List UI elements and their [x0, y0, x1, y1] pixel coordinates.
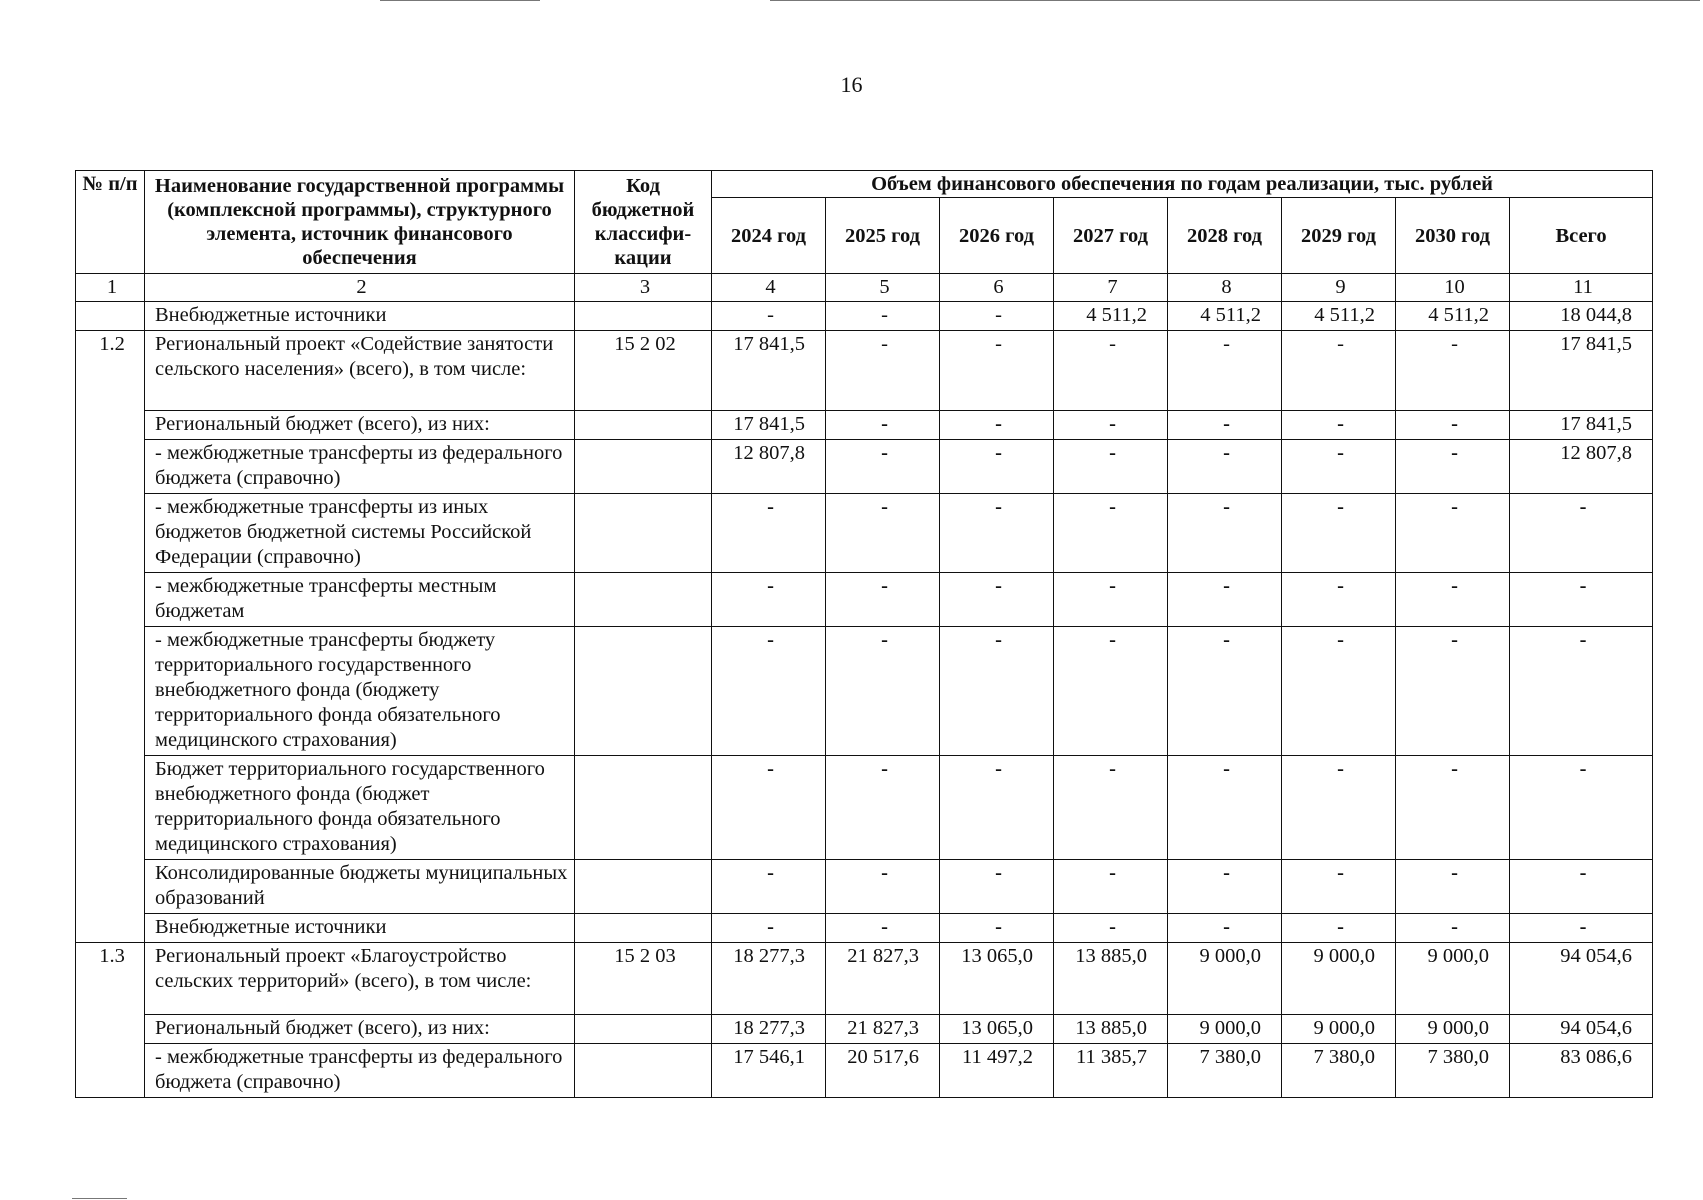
- row-year-value: 9 000,0: [1282, 1015, 1396, 1044]
- row-code: [575, 494, 712, 573]
- row-year-value: -: [712, 914, 826, 943]
- row-total-value: -: [1510, 914, 1653, 943]
- table-row: [76, 1044, 1653, 1098]
- row-year-value: 7 380,0: [1282, 1044, 1396, 1098]
- column-index: 5: [826, 274, 940, 302]
- row-year-value: 4 511,2: [1054, 302, 1168, 331]
- row-total-value: -: [1510, 494, 1653, 573]
- row-year-value: 9 000,0: [1168, 943, 1282, 1015]
- row-year-value: -: [826, 302, 940, 331]
- row-year-value: -: [940, 411, 1054, 440]
- row-year-value: 21 827,3: [826, 943, 940, 1015]
- row-code: [575, 914, 712, 943]
- row-year-value: 17 841,5: [712, 411, 826, 440]
- row-year-value: -: [1396, 860, 1510, 914]
- row-year-value: 9 000,0: [1396, 943, 1510, 1015]
- header-volume: Объем финансового обеспечения по годам реализации, тыс. рублей: [712, 171, 1653, 198]
- financing-table: [75, 170, 1653, 1098]
- column-index: 11: [1510, 274, 1653, 302]
- table-row: [76, 573, 1653, 627]
- row-year-value: 9 000,0: [1168, 1015, 1282, 1044]
- row-number: [76, 860, 145, 914]
- column-index: 2: [145, 274, 575, 302]
- row-year-value: 11 385,7: [1054, 1044, 1168, 1098]
- row-total-value: 12 807,8: [1510, 440, 1653, 494]
- row-year-value: 13 065,0: [940, 1015, 1054, 1044]
- column-index: 1: [76, 274, 145, 302]
- row-year-value: -: [940, 914, 1054, 943]
- row-name: Региональный проект «Содействие занятости сельского населения» (всего), в том числе:: [145, 331, 575, 411]
- row-year-value: -: [826, 860, 940, 914]
- column-index: 6: [940, 274, 1054, 302]
- row-code: 15 2 02: [575, 331, 712, 411]
- row-year-value: 4 511,2: [1282, 302, 1396, 331]
- row-year-value: -: [1168, 914, 1282, 943]
- row-total-value: 17 841,5: [1510, 411, 1653, 440]
- row-name: Региональный бюджет (всего), из них:: [145, 1015, 575, 1044]
- column-index: 4: [712, 274, 826, 302]
- row-number: [76, 302, 145, 331]
- row-year-value: -: [826, 573, 940, 627]
- row-year-value: -: [712, 860, 826, 914]
- row-code: [575, 440, 712, 494]
- row-year-value: 18 277,3: [712, 943, 826, 1015]
- page-number: 16: [840, 72, 863, 97]
- row-year-value: -: [826, 756, 940, 860]
- row-year-value: -: [1054, 860, 1168, 914]
- row-year-value: -: [940, 756, 1054, 860]
- row-year-value: -: [712, 302, 826, 331]
- row-year-value: -: [1396, 756, 1510, 860]
- row-total-value: -: [1510, 860, 1653, 914]
- table-row: [76, 914, 1653, 943]
- row-name: Консолидированные бюджеты муниципальных образований: [145, 860, 575, 914]
- header-code: Код бюджетной классифи-кации: [575, 171, 712, 274]
- row-year-value: -: [1282, 331, 1396, 411]
- row-name: - межбюджетные трансферты из федерального бюджета (справочно): [145, 440, 575, 494]
- row-year-value: -: [1396, 627, 1510, 756]
- row-year-value: -: [826, 494, 940, 573]
- header-year: 2024 год: [712, 198, 826, 274]
- column-index: 7: [1054, 274, 1168, 302]
- row-year-value: -: [1282, 440, 1396, 494]
- row-code: [575, 1044, 712, 1098]
- header-num: № п/п: [76, 171, 145, 274]
- row-code: [575, 411, 712, 440]
- row-year-value: -: [1054, 331, 1168, 411]
- row-year-value: -: [940, 860, 1054, 914]
- row-year-value: -: [1282, 573, 1396, 627]
- row-year-value: -: [1054, 756, 1168, 860]
- table-row: [76, 331, 1653, 411]
- row-number: 1.2: [76, 331, 145, 411]
- row-total-value: 83 086,6: [1510, 1044, 1653, 1098]
- column-index-row: [76, 274, 1653, 302]
- row-year-value: -: [1054, 627, 1168, 756]
- table-row: [76, 494, 1653, 573]
- row-year-value: -: [1396, 411, 1510, 440]
- column-index: 9: [1282, 274, 1396, 302]
- row-year-value: -: [1168, 494, 1282, 573]
- row-number: [76, 1044, 145, 1098]
- table-header: [76, 171, 1653, 302]
- row-year-value: 17 546,1: [712, 1044, 826, 1098]
- row-year-value: -: [1168, 331, 1282, 411]
- scan-edge-line: [72, 1198, 127, 1199]
- column-index: 3: [575, 274, 712, 302]
- scan-edge-line: [770, 0, 1700, 1]
- row-year-value: -: [1054, 440, 1168, 494]
- row-year-value: 4 511,2: [1168, 302, 1282, 331]
- row-year-value: -: [1054, 573, 1168, 627]
- row-year-value: 21 827,3: [826, 1015, 940, 1044]
- table-row: [76, 1015, 1653, 1044]
- header-year: 2029 год: [1282, 198, 1396, 274]
- row-code: [575, 302, 712, 331]
- table-row: [76, 302, 1653, 331]
- row-name: - межбюджетные трансферты из федерального бюджета (справочно): [145, 1044, 575, 1098]
- header-total: Всего: [1510, 198, 1653, 274]
- table-body: [76, 302, 1653, 1098]
- table-row: [76, 943, 1653, 1015]
- row-year-value: -: [1396, 573, 1510, 627]
- row-year-value: -: [826, 331, 940, 411]
- row-year-value: -: [1168, 411, 1282, 440]
- table-row: [76, 860, 1653, 914]
- row-year-value: 7 380,0: [1396, 1044, 1510, 1098]
- row-year-value: 13 885,0: [1054, 943, 1168, 1015]
- row-year-value: -: [826, 627, 940, 756]
- row-number: [76, 573, 145, 627]
- row-year-value: 9 000,0: [1396, 1015, 1510, 1044]
- row-year-value: 7 380,0: [1168, 1044, 1282, 1098]
- row-year-value: 4 511,2: [1396, 302, 1510, 331]
- row-year-value: -: [826, 411, 940, 440]
- table-row: [76, 411, 1653, 440]
- row-number: [76, 627, 145, 756]
- row-total-value: -: [1510, 756, 1653, 860]
- row-year-value: -: [1168, 627, 1282, 756]
- row-year-value: -: [712, 627, 826, 756]
- row-year-value: -: [1282, 756, 1396, 860]
- header-year: 2030 год: [1396, 198, 1510, 274]
- row-year-value: -: [1168, 573, 1282, 627]
- row-code: [575, 573, 712, 627]
- row-name: - межбюджетные трансферты местным бюджетам: [145, 573, 575, 627]
- row-year-value: -: [940, 494, 1054, 573]
- row-total-value: -: [1510, 627, 1653, 756]
- row-year-value: -: [940, 302, 1054, 331]
- row-year-value: 18 277,3: [712, 1015, 826, 1044]
- row-number: [76, 756, 145, 860]
- row-year-value: -: [1396, 440, 1510, 494]
- row-year-value: -: [1168, 860, 1282, 914]
- row-code: [575, 627, 712, 756]
- row-name: Бюджет территориального государственного внебюджетного фонда (бюджет территориального фонда обязательного медицинского страхования): [145, 756, 575, 860]
- row-name: Региональный проект «Благоустройство сельских территорий» (всего), в том числе:: [145, 943, 575, 1015]
- row-name: - межбюджетные трансферты из иных бюджетов бюджетной системы Российской Федерации (справочно): [145, 494, 575, 573]
- row-year-value: -: [1396, 331, 1510, 411]
- row-year-value: -: [1282, 914, 1396, 943]
- header-year: 2026 год: [940, 198, 1054, 274]
- row-total-value: 17 841,5: [1510, 331, 1653, 411]
- row-year-value: -: [940, 440, 1054, 494]
- row-year-value: -: [826, 914, 940, 943]
- row-year-value: -: [940, 627, 1054, 756]
- table-row: [76, 440, 1653, 494]
- header-year: 2028 год: [1168, 198, 1282, 274]
- row-year-value: 12 807,8: [712, 440, 826, 494]
- row-name: Внебюджетные источники: [145, 302, 575, 331]
- row-year-value: -: [712, 573, 826, 627]
- row-total-value: 94 054,6: [1510, 943, 1653, 1015]
- row-year-value: -: [1054, 494, 1168, 573]
- table-row: [76, 756, 1653, 860]
- row-name: Региональный бюджет (всего), из них:: [145, 411, 575, 440]
- row-year-value: -: [1282, 860, 1396, 914]
- row-year-value: -: [712, 756, 826, 860]
- row-year-value: -: [1282, 627, 1396, 756]
- header-name: Наименование государственной программы (комплексной программы), структурного элемента, источник финансового обеспечения: [145, 171, 575, 274]
- row-number: [76, 494, 145, 573]
- row-year-value: -: [826, 440, 940, 494]
- row-code: 15 2 03: [575, 943, 712, 1015]
- row-name: Внебюджетные источники: [145, 914, 575, 943]
- column-index: 8: [1168, 274, 1282, 302]
- row-code: [575, 756, 712, 860]
- row-year-value: 13 885,0: [1054, 1015, 1168, 1044]
- row-number: 1.3: [76, 943, 145, 1015]
- row-total-value: -: [1510, 573, 1653, 627]
- row-number: [76, 411, 145, 440]
- row-year-value: -: [1282, 411, 1396, 440]
- row-year-value: 17 841,5: [712, 331, 826, 411]
- column-index: 10: [1396, 274, 1510, 302]
- row-code: [575, 1015, 712, 1044]
- row-year-value: -: [940, 331, 1054, 411]
- table-row: [76, 627, 1653, 756]
- row-code: [575, 860, 712, 914]
- row-year-value: 11 497,2: [940, 1044, 1054, 1098]
- row-year-value: 20 517,6: [826, 1044, 940, 1098]
- row-number: [76, 914, 145, 943]
- row-year-value: -: [1396, 494, 1510, 573]
- row-year-value: -: [712, 494, 826, 573]
- header-year: 2025 год: [826, 198, 940, 274]
- row-name: - межбюджетные трансферты бюджету территориального государственного внебюджетного фонда (бюджету территориального фонда обязательного медицинского страхования): [145, 627, 575, 756]
- row-year-value: -: [1054, 411, 1168, 440]
- row-year-value: -: [940, 573, 1054, 627]
- row-total-value: 94 054,6: [1510, 1015, 1653, 1044]
- row-year-value: -: [1282, 494, 1396, 573]
- row-number: [76, 440, 145, 494]
- row-total-value: 18 044,8: [1510, 302, 1653, 331]
- scan-edge-line: [380, 0, 540, 1]
- row-year-value: 9 000,0: [1282, 943, 1396, 1015]
- row-year-value: -: [1054, 914, 1168, 943]
- row-year-value: -: [1396, 914, 1510, 943]
- row-number: [76, 1015, 145, 1044]
- header-year: 2027 год: [1054, 198, 1168, 274]
- row-year-value: -: [1168, 756, 1282, 860]
- row-year-value: -: [1168, 440, 1282, 494]
- row-year-value: 13 065,0: [940, 943, 1054, 1015]
